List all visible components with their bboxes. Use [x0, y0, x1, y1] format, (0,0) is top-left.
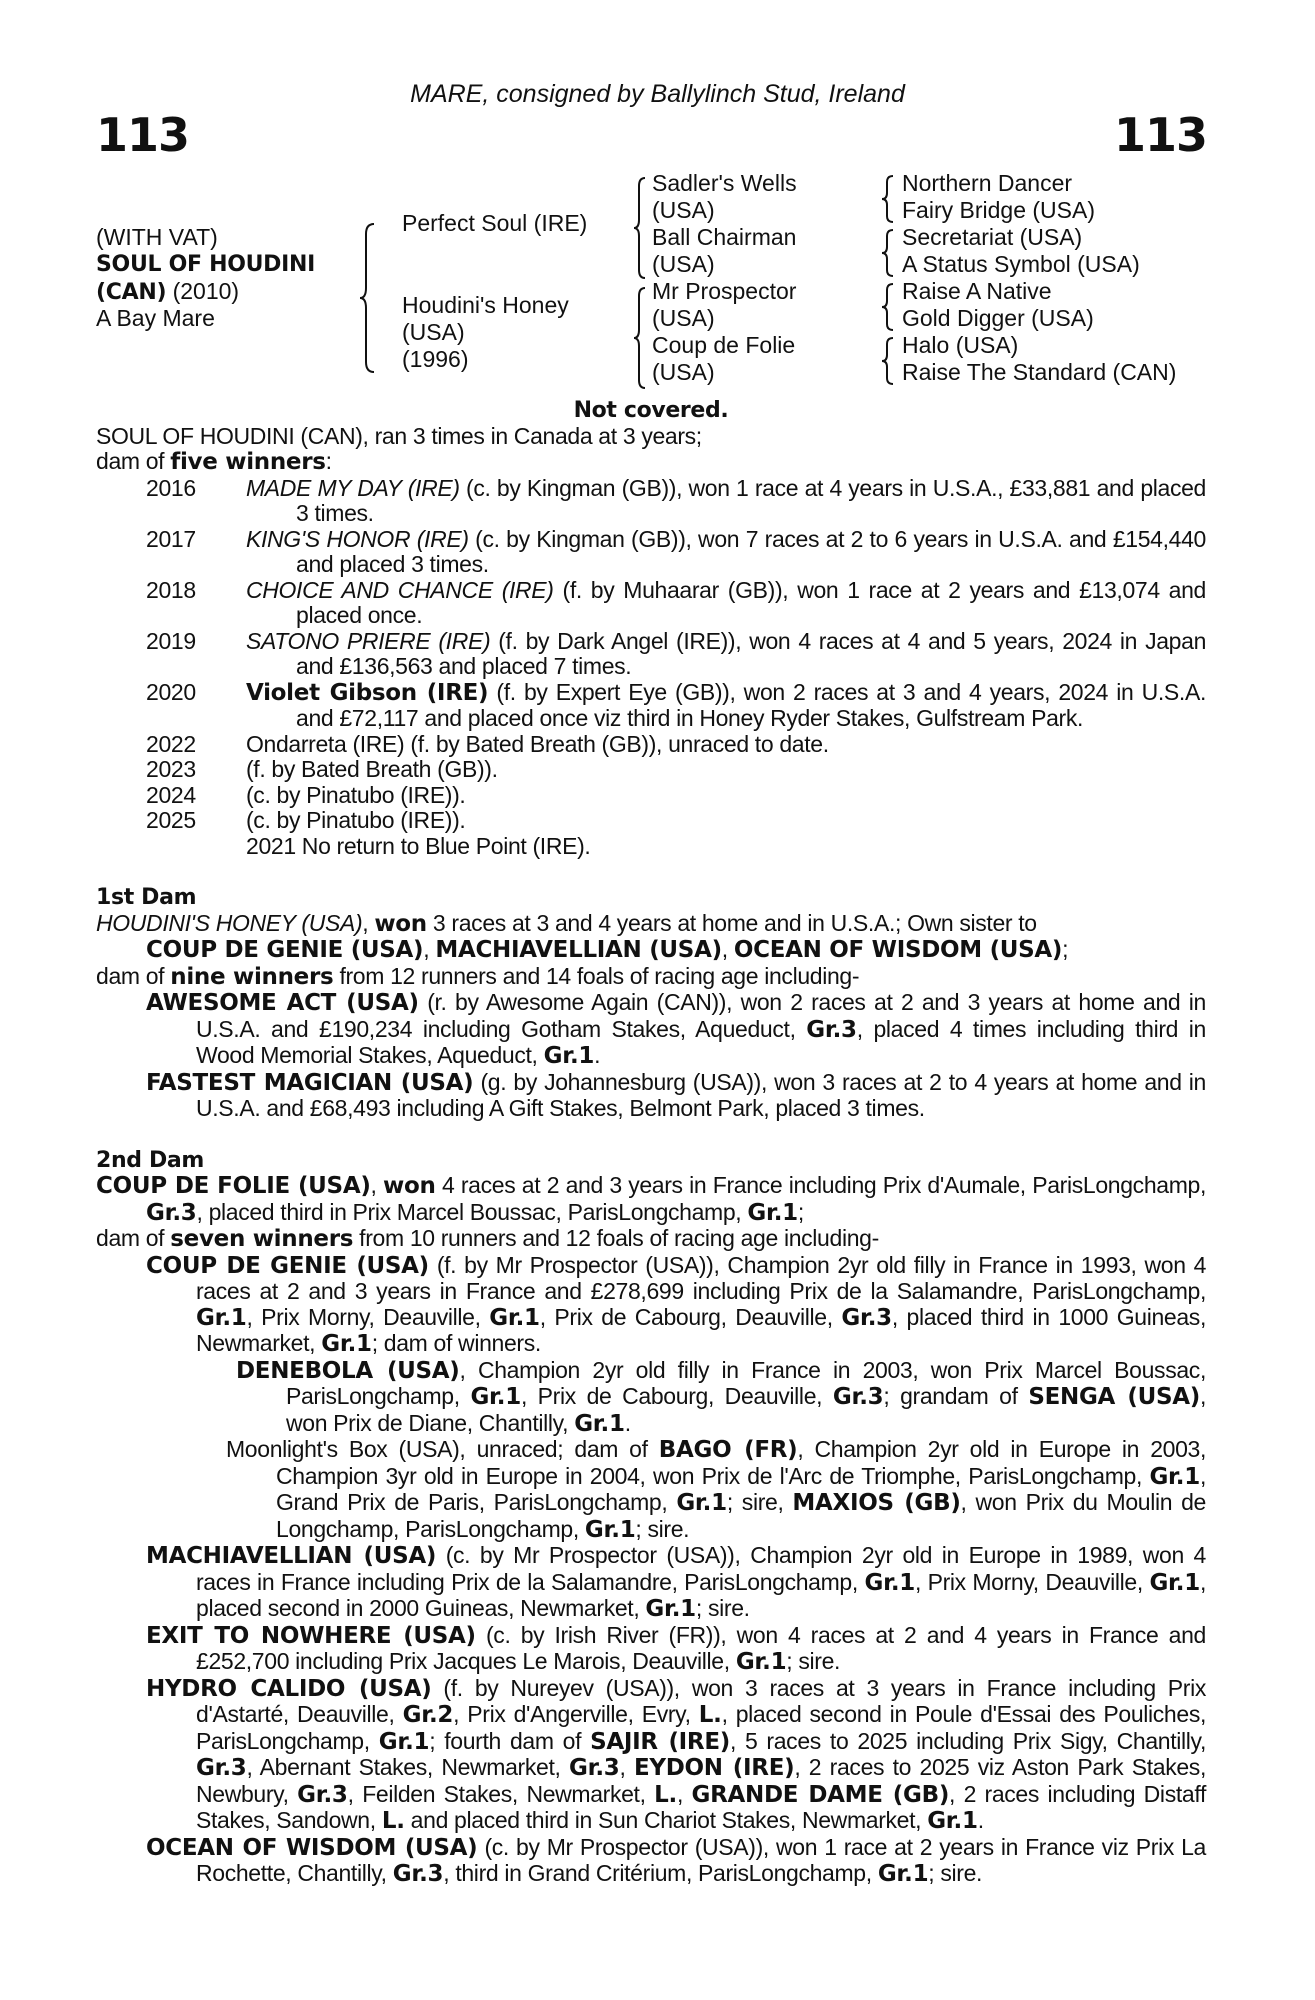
text: , placed third in 1000 Guineas, Newmarket,	[196, 1303, 1206, 1356]
grade: Gr.1	[676, 1490, 727, 1516]
gen2-name: Sadler's Wells	[652, 170, 797, 196]
produce-details	[246, 834, 1206, 860]
text: (c. by Kingman (GB)), won 1 race at 4 years in U.S.A., £33,881 and placed 3 times.	[296, 474, 1207, 526]
lot-number-right: 113	[1113, 108, 1207, 162]
grade: Gr.1	[864, 1569, 915, 1596]
pedigree-brace-dam-side	[632, 286, 648, 390]
text: (f. by Muhaarar (GB)), won 1 race at 2 years and £13,074 and placed once.	[296, 576, 1206, 628]
summary-line: SOUL OF HOUDINI (CAN), ran 3 times in Canada at 3 years;	[96, 422, 702, 449]
progeny-name: EYDON (IRE)	[633, 1755, 795, 1781]
text: ,	[619, 1754, 634, 1780]
text: dam of	[96, 962, 171, 989]
produce-row	[96, 578, 1206, 629]
text: .	[594, 1042, 601, 1068]
text: , Feilden Stakes, Newmarket,	[347, 1780, 655, 1807]
second-dam-produce-summary	[96, 1226, 1206, 1253]
gen3-ancestor: A Status Symbol (USA)	[902, 251, 1140, 277]
produce-row	[96, 834, 1206, 860]
won-label: won	[383, 1173, 436, 1199]
produce-year: 2016	[146, 474, 196, 501]
text: , 5 races to 2025 including Prix Sigy, Chantilly,	[729, 1727, 1207, 1754]
text: (c. by Mr Prospector (USA)), won 1 race at 2 years in France viz Prix La Rochette, Chantilly,	[196, 1833, 1206, 1886]
produce-year: 2024	[146, 781, 196, 808]
text: 4 races at 2 and 3 years in France including Prix d'Aumale, ParisLongchamp,	[435, 1172, 1206, 1198]
produce-details	[246, 527, 1206, 578]
catalogue-body	[96, 398, 1206, 1888]
listed-label: L.	[654, 1781, 677, 1808]
dam-year: (1996)	[402, 346, 469, 372]
progeny-name: DENEBOLA (USA)	[236, 1357, 460, 1384]
produce-details	[246, 629, 1206, 680]
first-dam-heading: 1st Dam	[96, 885, 197, 910]
text: , 2 races to 2025 viz Aston Park Stakes, Newbury,	[196, 1754, 1206, 1807]
winners-count: nine winners	[170, 963, 334, 990]
text: (c. by Pinatubo (IRE)).	[246, 807, 466, 833]
gen3-ancestor: Secretariat (USA)	[902, 224, 1083, 250]
text: , 2 races including Distaff Stakes, Sandown,	[196, 1780, 1206, 1833]
gen3-ancestor: Raise A Native	[902, 278, 1052, 304]
text: ; sire.	[786, 1648, 841, 1674]
text: (c. by Kingman (GB)), won 7 races at 2 to 6 years in U.S.A. and £154,440 and placed 3 times.	[296, 525, 1206, 577]
sister-name: OCEAN OF WISDOM (USA)	[733, 937, 1063, 963]
progeny-entry	[96, 990, 1206, 1070]
text: Moonlight's Box (USA), unraced; dam of	[226, 1436, 659, 1462]
gen2-name: Mr Prospector	[652, 278, 797, 304]
grade: Gr.1	[645, 1596, 696, 1622]
gen2-sire-dam	[652, 224, 796, 278]
produce-row	[96, 680, 1206, 732]
text: , placed third in Prix Marcel Boussac, ParisLongchamp,	[196, 1198, 748, 1225]
text: ; sire.	[928, 1860, 983, 1886]
progeny-sub-entry	[96, 1358, 1206, 1438]
text: (g. by Johannesburg (USA)), won 3 races at 2 to 4 years at home and in U.S.A. and £68,493 including A Gift Stakes, Belmont Park, placed 3 times.	[196, 1068, 1206, 1121]
progeny-entry	[96, 1676, 1206, 1835]
text: (c. by Mr Prospector (USA)), Champion 2yr old in Europe in 1989, won 4 races in France including Prix de la Salamandre, ParisLongchamp,	[196, 1542, 1206, 1595]
progeny-name: AWESOME ACT (USA)	[146, 990, 419, 1016]
foal-name: KING'S HONOR (IRE)	[246, 525, 469, 552]
produce-row	[96, 783, 1206, 809]
listed-label: L.	[381, 1808, 405, 1834]
text: , placed 4 times including third in Wood Memorial Stakes, Aqueduct,	[196, 1015, 1206, 1068]
text: , Prix de Cabourg, Deauville,	[520, 1383, 833, 1409]
produce-year: 2025	[146, 807, 196, 833]
grade: Gr.3	[806, 1016, 857, 1043]
progeny-name: BAGO (FR)	[658, 1437, 798, 1463]
text: , third in Grand Critérium, ParisLongchamp,	[443, 1860, 878, 1886]
gen3-ancestor: Raise The Standard (CAN)	[902, 359, 1177, 385]
lot-number-left: 113	[96, 108, 190, 162]
text: ; sire.	[635, 1515, 690, 1542]
foal-name: SATONO PRIERE (IRE)	[246, 627, 491, 654]
progeny-name: GRANDE DAME (GB)	[691, 1781, 950, 1808]
text: (c. by Pinatubo (IRE)).	[246, 781, 466, 808]
progeny-name: EXIT TO NOWHERE (USA)	[146, 1622, 476, 1649]
produce-row	[96, 629, 1206, 680]
text: and placed third in Sun Chariot Stakes, Newmarket,	[404, 1807, 928, 1833]
dam-name: COUP DE FOLIE (USA)	[96, 1173, 371, 1199]
progeny-sub-entry	[96, 1437, 1206, 1543]
winners-count: seven winners	[170, 1226, 354, 1252]
produce-details	[246, 757, 1206, 783]
grade: Gr.1	[747, 1199, 798, 1226]
text: from 10 runners and 12 foals of racing age including-	[353, 1225, 879, 1251]
covering-status: Not covered.	[573, 398, 729, 423]
text: , won Prix de Diane, Chantilly,	[286, 1383, 1206, 1436]
produce-row	[96, 732, 1206, 758]
text: 3 races at 3 and 4 years at home and in U.S.A.; Own sister to	[426, 909, 1037, 936]
sister-name: MACHIAVELLIAN (USA)	[435, 937, 722, 963]
gen2-country: (USA)	[652, 305, 715, 331]
vat-note: (WITH VAT)	[96, 224, 218, 250]
grade: Gr.3	[841, 1304, 892, 1331]
grade: Gr.3	[146, 1199, 197, 1226]
text: (f. by Bated Breath (GB)).	[246, 756, 498, 782]
progeny-name: COUP DE GENIE (USA)	[146, 1252, 429, 1279]
text: , Grand Prix de Paris, ParisLongchamp,	[276, 1462, 1206, 1515]
text: ,	[676, 1780, 692, 1807]
consignor-header: MARE, consigned by Ballylinch Stud, Ireland	[410, 80, 905, 108]
grade: Gr.3	[568, 1755, 620, 1781]
grade: Gr.1	[543, 1043, 595, 1069]
gen2-country: (USA)	[652, 251, 715, 277]
foal-name: MADE MY DAY (IRE)	[246, 474, 460, 501]
produce-year: 2019	[146, 627, 196, 654]
grade: Gr.3	[297, 1781, 348, 1808]
sister-name: COUP DE GENIE (USA)	[146, 937, 424, 963]
second-dam-heading: 2nd Dam	[96, 1147, 204, 1173]
produce-details	[246, 680, 1206, 732]
won-label: won	[374, 910, 427, 937]
gen2-name: Ball Chairman	[652, 224, 797, 250]
produce-year: 2017	[146, 525, 196, 552]
grade: Gr.1	[470, 1384, 521, 1410]
gen2-dam-sire	[652, 278, 796, 332]
produce-row	[96, 476, 1206, 527]
gen2-name: Coup de Folie	[652, 332, 796, 358]
dam-of-summary	[96, 449, 1206, 476]
text: ;	[797, 1198, 804, 1225]
gen3-ancestor: Halo (USA)	[902, 332, 1019, 358]
progeny-name: OCEAN OF WISDOM (USA)	[146, 1834, 478, 1861]
text: ; sire,	[726, 1489, 793, 1515]
produce-year: 2020	[146, 678, 196, 705]
produce-year	[96, 834, 246, 860]
sire-name: Perfect Soul (IRE)	[402, 210, 588, 236]
text: ; sire.	[695, 1595, 750, 1621]
progeny-name: MACHIAVELLIAN (USA)	[146, 1543, 437, 1569]
progeny-entry	[96, 1835, 1206, 1888]
text: , placed second in 2000 Guineas, Newmarket,	[196, 1568, 1206, 1621]
horse-country: (CAN)	[96, 280, 167, 305]
grade: Gr.3	[196, 1755, 247, 1781]
text: :	[325, 448, 332, 474]
grade: Gr.1	[735, 1649, 787, 1675]
gen3-ancestor: Fairy Bridge (USA)	[902, 197, 1095, 223]
grade: Gr.1	[196, 1304, 247, 1331]
progeny-name: SENGA (USA)	[1028, 1384, 1200, 1410]
progeny-name: MAXIOS (GB)	[792, 1490, 961, 1516]
text: 2021 No return to Blue Point (IRE).	[246, 832, 591, 859]
second-dam-intro: COUP DE FOLIE (USA), won 4 races at 2 and 3 years in France including Prix d'Aumale, ParisLongchamp, Gr.3, placed third in Prix Marcel Boussac, ParisLongchamp, Gr.1;	[96, 1172, 1206, 1226]
progeny-name: HYDRO CALIDO (USA)	[146, 1675, 432, 1702]
pedigree-brace-gen3-4	[880, 336, 896, 386]
grade: Gr.1	[927, 1808, 978, 1834]
own-sisters: COUP DE GENIE (USA), MACHIAVELLIAN (USA), OCEAN OF WISDOM (USA);	[146, 936, 1069, 963]
grade: Gr.1	[1149, 1463, 1200, 1490]
text: , placed second in Poule d'Essai des Pouliches, ParisLongchamp,	[196, 1701, 1207, 1754]
text: (f. by Nureyev (USA)), won 3 races at 3 years in France including Prix d'Astarté, Deauville,	[196, 1674, 1206, 1727]
produce-details	[246, 808, 1206, 834]
produce-details	[246, 783, 1206, 809]
produce-record	[96, 476, 1206, 860]
text: , Prix de Cabourg, Deauville,	[539, 1303, 842, 1330]
horse-year: (2010)	[172, 278, 240, 304]
produce-year: 2018	[146, 576, 196, 603]
pedigree-brace-sire-side	[632, 176, 648, 280]
progeny-name: SAJIR (IRE)	[590, 1728, 730, 1755]
pedigree-brace-gen3-3	[880, 282, 896, 332]
text: dam of	[96, 448, 171, 474]
text: ; fourth dam of	[429, 1727, 591, 1754]
horse-country-year	[96, 278, 239, 306]
progeny-entry	[96, 1623, 1206, 1676]
grade: Gr.3	[392, 1861, 444, 1887]
produce-details	[246, 476, 1206, 527]
text: ; dam of winners.	[371, 1330, 541, 1356]
text: , Abernant Stakes, Newmarket,	[246, 1754, 569, 1780]
produce-details	[246, 732, 1206, 758]
produce-row	[96, 757, 1206, 783]
grade: Gr.1	[584, 1516, 636, 1543]
first-dam-produce-summary	[96, 964, 1206, 991]
dam-name: HOUDINI'S HONEY (USA)	[96, 909, 363, 936]
first-dam-intro: HOUDINI'S HONEY (USA), won 3 races at 3 and 4 years at home and in U.S.A.; Own sister to	[96, 909, 1037, 937]
text: , won Prix du Moulin de Longchamp, ParisLongchamp,	[276, 1489, 1206, 1542]
grade: Gr.1	[574, 1410, 625, 1437]
text: , Champion 2yr old filly in France in 2003, won Prix Marcel Boussac, ParisLongchamp,	[286, 1356, 1206, 1409]
gen2-sire-sire	[652, 170, 797, 224]
dam-country: (USA)	[402, 319, 465, 345]
grade: Gr.1	[1149, 1569, 1200, 1596]
text: .	[624, 1409, 631, 1436]
gen3-ancestor: Northern Dancer	[902, 170, 1073, 196]
text: (f. by Expert Eye (GB)), won 2 races at 3 and 4 years, 2024 in U.S.A. and £72,117 and placed once viz third in Honey Ryder Stakes, Gulfstream Park.	[296, 678, 1206, 731]
text: , Champion 2yr old in Europe in 2003, Champion 3yr old in Europe in 2004, won Prix de l'Arc de Triomphe, ParisLongchamp,	[276, 1436, 1207, 1489]
pedigree-brace-gen3-1	[880, 174, 896, 224]
text: (f. by Mr Prospector (USA)), Champion 2yr old filly in France in 1993, won 4 races at 2 and 3 years in France and £278,699 including Prix de la Salamandre, ParisLongchamp,	[196, 1251, 1207, 1304]
pedigree-brace-gen3-2	[880, 228, 896, 278]
horse-name: SOUL OF HOUDINI	[96, 252, 316, 277]
text: ; grandam of	[883, 1383, 1029, 1409]
gen2-dam-dam	[652, 332, 795, 386]
text: Ondarreta (IRE) (f. by Bated Breath (GB)), unraced to date.	[246, 730, 829, 757]
pedigree-brace-gen1	[358, 222, 378, 374]
foal-name: CHOICE AND CHANCE (IRE)	[246, 576, 554, 603]
text: , Prix d'Angerville, Evry,	[453, 1701, 699, 1727]
grade: Gr.2	[402, 1702, 454, 1728]
progeny-name: FASTEST MAGICIAN (USA)	[146, 1069, 474, 1096]
text: .	[977, 1807, 984, 1833]
text: (f. by Dark Angel (IRE)), won 4 races at 4 and 5 years, 2024 in Japan and £136,563 and placed 7 times.	[296, 627, 1207, 679]
produce-year: 2022	[146, 730, 196, 757]
grade: Gr.1	[877, 1861, 929, 1887]
grade: Gr.3	[832, 1384, 884, 1410]
horse-description: A Bay Mare	[96, 305, 215, 331]
text: , Prix Morny, Deauville,	[246, 1303, 490, 1330]
text: dam of	[96, 1225, 171, 1251]
produce-year: 2023	[146, 756, 196, 782]
foal-name: Violet Gibson (IRE)	[246, 679, 489, 706]
grade: Gr.1	[321, 1331, 372, 1357]
text: , Prix Morny, Deauville,	[914, 1568, 1150, 1595]
grade: Gr.1	[378, 1728, 430, 1755]
progeny-entry	[96, 1253, 1206, 1358]
progeny-entry	[96, 1543, 1206, 1623]
gen2-country: (USA)	[652, 359, 715, 385]
dam-name: Houdini's Honey	[402, 292, 569, 318]
produce-details	[246, 578, 1206, 629]
produce-row	[96, 527, 1206, 578]
text: from 12 runners and 14 foals of racing age including-	[333, 962, 860, 989]
text: (c. by Irish River (FR)), won 4 races at 2 and 4 years in France and £252,700 including Prix Jacques Le Marois, Deauville,	[196, 1621, 1206, 1674]
progeny-entry	[96, 1070, 1206, 1122]
gen2-country: (USA)	[652, 197, 715, 223]
listed-label: L.	[698, 1702, 722, 1728]
winners-count: five winners	[170, 449, 326, 475]
grade: Gr.1	[489, 1304, 540, 1331]
produce-row	[96, 808, 1206, 834]
gen3-ancestor: Gold Digger (USA)	[902, 305, 1094, 331]
text: (r. by Awesome Again (CAN)), won 2 races at 2 and 3 years at home and in U.S.A. and £190,234 including Gotham Stakes, Aqueduct,	[196, 989, 1206, 1042]
